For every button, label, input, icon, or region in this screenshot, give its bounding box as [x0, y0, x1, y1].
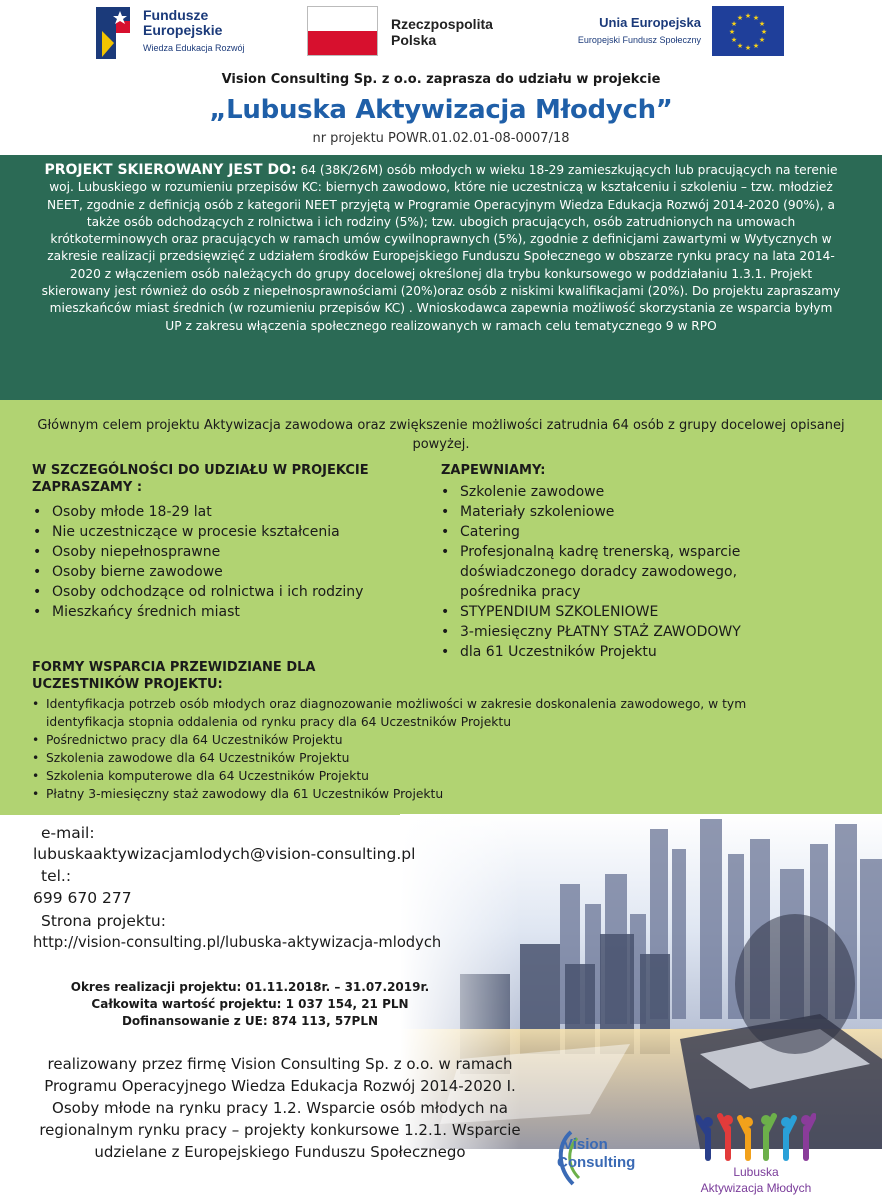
- forms-heading-line2: UCZESTNIKÓW PROJEKTU:: [32, 677, 223, 692]
- people-group-icon: [696, 1112, 816, 1164]
- target-group-box: [0, 155, 882, 400]
- list-item: • Mieszkańcy średnich miast: [30, 602, 430, 622]
- vision-line2: Consulting: [557, 1154, 636, 1171]
- invite-line: Vision Consulting Sp. z o.o. zaprasza do udziału w projekcie: [221, 72, 661, 87]
- list-item: • Osoby odchodzące od rolnictwa i ich rodziny: [30, 582, 430, 602]
- info-section: [0, 400, 882, 815]
- list-item: • Profesjonalną kadrę trenerską, wsparcie doświadczonego doradcy zawodowego, pośrednika pracy: [438, 542, 778, 602]
- ue-line2: Europejski Fundusz Społeczny: [577, 35, 701, 45]
- fundusze-line1: Fundusze: [143, 7, 209, 23]
- list-item: • Identyfikacja potrzeb osób młodych oraz diagnozowanie możliwości w zakresie doskonalenia zawodowego, w tym identyfikacja stopnia oddalenia od rynku pracy dla 64 Uczestników Projektu: [30, 695, 820, 731]
- main-goal: Głównym celem projektu Aktywizacja zawodowa oraz zwiększenie możliwości zatrudnia 64 osób z grupy docelowej opisanej powyżej.: [37, 418, 845, 452]
- provide-heading: ZAPEWNIAMY:: [441, 463, 546, 478]
- email-link[interactable]: lubuskaaktywizacjamlodych@vision-consulting.pl: [33, 845, 416, 863]
- list-item: • Pośrednictwo pracy dla 64 Uczestników Projektu: [30, 731, 820, 749]
- list-item: • Płatny 3-miesięczny staż zawodowy dla 61 Uczestników Projektu: [30, 785, 820, 803]
- period-line: Okres realizacji projektu: 01.11.2018r. – 31.07.2019r.: [70, 980, 430, 994]
- list-item: • Catering: [438, 522, 778, 542]
- svg-text:★: ★: [728, 28, 736, 36]
- list-item: • Szkolenia komputerowe dla 64 Uczestników Projektu: [30, 767, 820, 785]
- svg-text:★: ★: [760, 28, 768, 36]
- rp-line2: Polska: [391, 32, 437, 48]
- fundusze-europejskie-mark-icon: [96, 3, 138, 61]
- list-item: • Szkolenie zawodowe: [438, 482, 778, 502]
- polish-flag-icon: [307, 6, 378, 56]
- lubuska-line1: Lubuska: [733, 1165, 779, 1179]
- list-item: • Osoby młode 18-29 lat: [30, 502, 430, 522]
- project-value: Całkowita wartość projektu: 1 037 154, 21 PLN: [91, 997, 409, 1011]
- funder-statement: realizowany przez firmę Vision Consulting Sp. z o.o. w ramach Programu Operacyjnego Wiedza Edukacja Rozwój 2014-2020 I. Osoby młode na rynku pracy 1.2. Wsparcie osób młodych na regionalnym rynku pracy – projekty konkursowe 1.2.1. Wsparcie udzielane z Europejskiego Funduszu Społecznego: [39, 1055, 521, 1161]
- svg-text:★: ★: [730, 20, 738, 28]
- svg-text:★: ★: [744, 44, 752, 52]
- target-lead: PROJEKT SKIEROWANY JEST DO:: [44, 162, 297, 178]
- list-item: • 3-miesięczny PŁATNY STAŻ ZAWODOWY: [438, 622, 778, 642]
- forms-heading-line1: FORMY WSPARCIA PRZEWIDZIANE DLA: [32, 660, 316, 675]
- tel-label: tel.:: [41, 867, 72, 885]
- invited-list: [30, 502, 430, 622]
- svg-text:★: ★: [758, 20, 766, 28]
- eu-funding: Dofinansowanie z UE: 874 113, 57PLN: [121, 1014, 379, 1028]
- forms-heading: [32, 659, 315, 693]
- email-label: e-mail:: [41, 824, 95, 842]
- invited-heading-line2: ZAPRASZAMY :: [32, 480, 143, 495]
- provide-list: [438, 482, 778, 662]
- site-link[interactable]: http://vision-consulting.pl/lubuska-aktywizacja-mlodych: [33, 934, 442, 951]
- vision-consulting-logo: [553, 1128, 663, 1190]
- vision-line1: Vision: [563, 1136, 608, 1153]
- lubuska-line2: Aktywizacja Młodych: [700, 1181, 812, 1195]
- list-item: • Osoby bierne zawodowe: [30, 562, 430, 582]
- svg-text:★: ★: [752, 42, 760, 50]
- list-item: • Osoby niepełnosprawne: [30, 542, 430, 562]
- invited-heading: [32, 462, 369, 496]
- forms-list: [30, 695, 820, 803]
- fundusze-line2: Europejskie: [143, 22, 223, 38]
- list-item: • dla 61 Uczestników Projektu: [438, 642, 778, 662]
- eu-flag-icon: [712, 6, 784, 56]
- invited-heading-line1: W SZCZEGÓLNOŚCI DO UDZIAŁU W PROJEKCIE: [32, 463, 369, 478]
- list-item: • Nie uczestniczące w procesie kształcenia: [30, 522, 430, 542]
- lubuska-aktywizacja-logo: [676, 1112, 836, 1198]
- svg-text:★: ★: [736, 14, 744, 22]
- project-number: nr projektu POWR.01.02.01-08-0007/18: [312, 131, 570, 146]
- page-title: „Lubuska Aktywizacja Młodych”: [209, 95, 673, 125]
- svg-text:★: ★: [752, 14, 760, 22]
- list-item: • Materiały szkoleniowe: [438, 502, 778, 522]
- rp-line1: Rzeczpospolita: [391, 16, 493, 32]
- svg-text:★: ★: [730, 36, 738, 44]
- target-text: 64 (38K/26M) osób młodych w wieku 18-29 zamieszkujących lub pracujących na terenie woj. Lubuskiego w rozumieniu przepisów KC: biernych zawodowo, które nie uczestniczą w kształceniu i szkoleniu – tzw. młodzież NEET, zgodnie z definicją osób z kategorii NEET przyjętą w Programie Operacyjnym Wiedza Edukacja Rozwój 2014-2020 (90%), a także osób odchodzących z rolnictwa i ich rodziny (5%); tzw. ubogich pracujących, osób zatrudnionych na umowach krótkoterminowych oraz pracujących w ramach umów cywilnoprawnych (5%), zgodnie z definicjami zawartymi w Wytycznych w zakresie realizacji przedsięwzięć z udziałem środków Europejskiego Funduszu Społecznego w obszarze rynku pracy na lata 2014-2020 z włączeniem osób należących do grupy docelowej określonej dla trybu konkursowego w poddziałaniu 1.3.1. Projekt skierowany jest również do osób z niepełnosprawnościami (20%)oraz osób z niskimi kwalifikacjami (20%). Do projektu zapraszamy mieszkańców miast średnich (w rozumieniu przepisów KC) . Wnioskodawca zapewnia możliwość skorzystania ze wsparcia byłym UP z zakresu włączenia społecznego realizowanych w ramach celu tematycznego 9 w RPO: [41, 163, 841, 333]
- svg-text:★: ★: [744, 12, 752, 20]
- logo-bar: [0, 0, 882, 68]
- ue-line1: Unia Europejska: [599, 15, 701, 30]
- svg-text:★: ★: [736, 42, 744, 50]
- site-label: Strona projektu:: [41, 912, 166, 930]
- list-item: • STYPENDIUM SZKOLENIOWE: [438, 602, 778, 622]
- list-item: • Szkolenia zawodowe dla 64 Uczestników Projektu: [30, 749, 820, 767]
- tel-value: 699 670 277: [33, 889, 132, 907]
- svg-text:★: ★: [758, 36, 766, 44]
- fundusze-line3: Wiedza Edukacja Rozwój: [143, 43, 245, 53]
- fundusze-europejskie-logo: [96, 3, 296, 61]
